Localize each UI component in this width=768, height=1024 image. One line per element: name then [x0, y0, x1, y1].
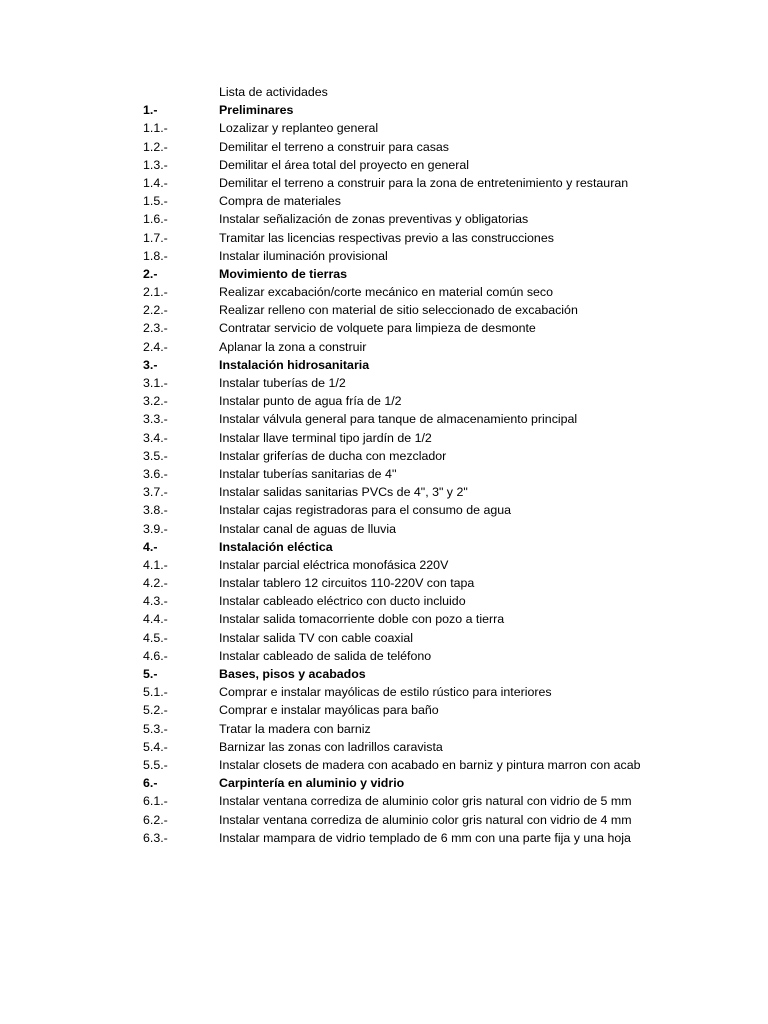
- activity-text: Comprar e instalar mayólicas de estilo rústico para interiores: [219, 685, 552, 700]
- item-number: 5.1.-: [143, 685, 168, 700]
- activity-text: Instalar salidas sanitarias PVCs de 4", 3" y 2": [219, 485, 468, 500]
- activity-text: Realizar excabación/corte mecánico en material común seco: [219, 285, 554, 300]
- item-number: 1.3.-: [143, 157, 168, 172]
- activity-row: [0, 592, 768, 610]
- item-number: 1.8.-: [143, 248, 168, 263]
- activity-text: Instalar cableado eléctrico con ducto incluido: [219, 594, 466, 609]
- activity-row: [0, 374, 768, 392]
- activity-row: [0, 738, 768, 756]
- item-number: 1.1.-: [143, 121, 168, 136]
- item-number: 6.3.-: [143, 830, 168, 845]
- activity-text: Instalar cajas registradoras para el consumo de agua: [219, 503, 512, 518]
- item-number: 3.3.-: [143, 412, 168, 427]
- item-number: 4.-: [143, 539, 158, 554]
- activity-row: [0, 410, 768, 428]
- activity-row: [0, 483, 768, 501]
- activity-row: [0, 429, 768, 447]
- activity-row: [0, 447, 768, 465]
- activity-row: [0, 720, 768, 738]
- activity-text: Instalar tuberías de 1/2: [219, 376, 346, 390]
- activity-row: [0, 319, 768, 337]
- activity-text: Barnizar las zonas con ladrillos caravista: [219, 739, 443, 754]
- item-number: 2.3.-: [143, 321, 168, 336]
- activity-text: Instalar iluminación provisional: [219, 248, 388, 263]
- activity-row: [0, 119, 768, 137]
- section-title: Carpintería en aluminio y vidrio: [219, 776, 405, 791]
- item-number: 1.4.-: [143, 175, 168, 190]
- item-number: 1.2.-: [143, 139, 168, 154]
- item-number: 5.4.-: [143, 739, 168, 754]
- activity-text: Instalar mampara de vidrio templado de 6 mm con una parte fija y una hoja: [219, 830, 631, 845]
- item-number: 5.-: [143, 667, 158, 681]
- activity-row: [0, 701, 768, 719]
- item-number: 5.5.-: [143, 757, 168, 772]
- item-number: 1.6.-: [143, 212, 168, 227]
- activity-text: Instalar ventana corrediza de aluminio color gris natural con vidrio de 4 mm: [219, 812, 632, 827]
- item-number: 2.2.-: [143, 303, 168, 318]
- activity-text: Demilitar el terreno a construir para casas: [219, 139, 450, 154]
- activity-text: Instalar griferías de ducha con mezclador: [219, 448, 447, 463]
- activity-text: Instalar llave terminal tipo jardín de 1/2: [219, 430, 432, 445]
- activity-text: Instalar salida tomacorriente doble con pozo a tierra: [219, 612, 505, 627]
- activity-row: [0, 610, 768, 628]
- item-number: 5.2.-: [143, 703, 168, 718]
- section-row: [0, 101, 768, 119]
- item-number: 3.5.-: [143, 448, 168, 463]
- activity-row: [0, 210, 768, 228]
- activity-text: Aplanar la zona a construir: [219, 339, 367, 354]
- item-number: 6.-: [143, 776, 158, 791]
- activity-text: Tratar la madera con barniz: [219, 721, 371, 736]
- activity-row: [0, 629, 768, 647]
- item-number: 1.5.-: [143, 194, 168, 209]
- activity-row: [0, 283, 768, 301]
- section-title: Movimiento de tierras: [219, 266, 348, 281]
- activity-row: [0, 683, 768, 701]
- activity-row: [0, 229, 768, 247]
- section-title: Instalación eléctica: [219, 539, 333, 554]
- item-number: 3.4.-: [143, 430, 168, 445]
- activity-row: [0, 756, 768, 774]
- activity-row: [0, 556, 768, 574]
- item-number: 4.4.-: [143, 612, 168, 627]
- activity-row: [0, 647, 768, 665]
- activity-row: [0, 174, 768, 192]
- activity-list: [0, 83, 768, 847]
- section-row: [0, 665, 768, 683]
- activity-text: Comprar e instalar mayólicas para baño: [219, 703, 439, 718]
- section-title: Instalación hidrosanitaria: [219, 357, 370, 372]
- section-row: [0, 265, 768, 283]
- activity-text: Instalar salida TV con cable coaxial: [219, 630, 413, 645]
- item-number: 4.3.-: [143, 594, 168, 609]
- item-number: 6.2.-: [143, 812, 168, 827]
- item-number: 2.1.-: [143, 285, 168, 300]
- list-header-row: [0, 83, 768, 101]
- activity-text: Tramitar las licencias respectivas previo a las construcciones: [219, 230, 554, 245]
- activity-text: Demilitar el terreno a construir para la zona de entretenimiento y restauran: [219, 175, 629, 190]
- activity-row: [0, 247, 768, 265]
- activity-text: Instalar tuberías sanitarias de 4'': [219, 466, 397, 481]
- activity-text: Instalar ventana corrediza de aluminio color gris natural con vidrio de 5 mm: [219, 794, 632, 809]
- activity-row: [0, 465, 768, 483]
- activity-row: [0, 156, 768, 174]
- section-row: [0, 356, 768, 374]
- activity-row: [0, 811, 768, 829]
- activity-row: [0, 574, 768, 592]
- activity-text: Instalar señalización de zonas preventivas y obligatorias: [219, 212, 529, 227]
- activity-row: [0, 138, 768, 156]
- activity-row: [0, 192, 768, 210]
- activity-row: [0, 338, 768, 356]
- activity-text: Contratar servicio de volquete para limpieza de desmonte: [219, 321, 536, 336]
- item-number: 5.3.-: [143, 721, 168, 736]
- activity-text: Instalar closets de madera con acabado en barniz y pintura marron con acab: [219, 757, 641, 772]
- item-number: 4.2.-: [143, 576, 168, 591]
- activity-text: Lozalizar y replanteo general: [219, 121, 379, 136]
- item-number: 3.1.-: [143, 376, 168, 390]
- activity-text: Demilitar el área total del proyecto en general: [219, 157, 470, 172]
- activity-text: Instalar válvula general para tanque de almacenamiento principal: [219, 412, 578, 427]
- item-number: 1.7.-: [143, 230, 168, 245]
- section-title: Preliminares: [219, 103, 294, 118]
- activity-text: Realizar relleno con material de sitio seleccionado de excabación: [219, 303, 578, 318]
- item-number: 3.-: [143, 357, 158, 372]
- activity-row: [0, 792, 768, 810]
- activity-rows: [0, 101, 768, 847]
- list-title: Lista de actividades: [219, 85, 328, 99]
- item-number: 3.2.-: [143, 394, 168, 409]
- item-number: 4.5.-: [143, 630, 168, 645]
- activity-text: Instalar cableado de salida de teléfono: [219, 648, 432, 663]
- section-row: [0, 774, 768, 792]
- activity-row: [0, 829, 768, 847]
- item-number: 4.6.-: [143, 648, 168, 663]
- activity-text: Compra de materiales: [219, 194, 341, 209]
- activity-text: Instalar punto de agua fría de 1/2: [219, 394, 402, 409]
- item-number: 3.9.-: [143, 521, 168, 536]
- item-number: 2.-: [143, 266, 158, 281]
- item-number: 4.1.-: [143, 557, 168, 572]
- section-title: Bases, pisos y acabados: [219, 667, 366, 681]
- item-number: 3.6.-: [143, 466, 168, 481]
- activity-text: Instalar parcial eléctrica monofásica 220V: [219, 557, 449, 572]
- activity-row: [0, 392, 768, 410]
- item-number: 1.-: [143, 103, 158, 118]
- activity-row: [0, 520, 768, 538]
- activity-text: Instalar canal de aguas de lluvia: [219, 521, 397, 536]
- section-row: [0, 538, 768, 556]
- activity-text: Instalar tablero 12 circuitos 110-220V con tapa: [219, 576, 475, 591]
- activity-row: [0, 501, 768, 519]
- item-number: 3.7.-: [143, 485, 168, 500]
- item-number: 3.8.-: [143, 503, 168, 518]
- activity-row: [0, 301, 768, 319]
- item-number: 2.4.-: [143, 339, 168, 354]
- item-number: 6.1.-: [143, 794, 168, 809]
